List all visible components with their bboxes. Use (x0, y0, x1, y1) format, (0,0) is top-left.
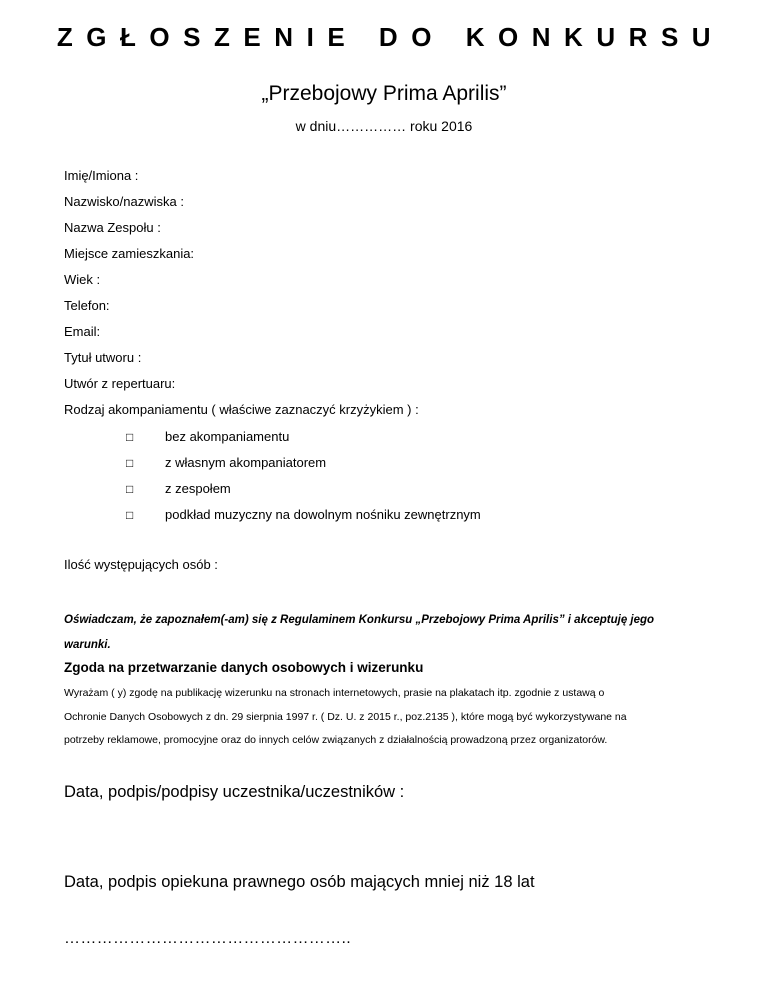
contest-name: „Przebojowy Prima Aprilis” (261, 82, 507, 105)
option-with-band: z zespołem (165, 481, 231, 496)
statement-line-1: Oświadczam, że zapoznałem(-am) się z Regulaminem Konkursu „Przebojowy Prima Aprilis” i akceptuję jego (64, 614, 655, 626)
field-phone: Telefon: (64, 298, 110, 313)
field-band-name: Nazwa Zespołu : (64, 220, 161, 235)
field-email: Email: (64, 324, 101, 339)
field-first-name: Imię/Imiona : (64, 168, 139, 183)
field-repertoire: Utwór z repertuaru: (64, 376, 176, 391)
checkbox-with-band[interactable]: □ (126, 482, 134, 496)
consent-line-2: Ochronie Danych Osobowych z dn. 29 sierpnia 1997 r. ( Dz. U. z 2015 r., poz.2135 ), które mogą być wykorzystywane na (64, 711, 627, 723)
form-title: ZGŁOSZENIE DO KONKURSU (56, 22, 725, 52)
consent-line-1: Wyrażam ( y) zgodę na publikację wizerunku na stronach internetowych, prasie na plakatach itp. zgodnie z ustawą o (64, 687, 605, 699)
option-no-accompaniment: bez akompaniamentu (165, 429, 290, 444)
guardian-signature-label: Data, podpis opiekuna prawnego osób mających mniej niż 18 lat (64, 873, 535, 891)
checkbox-no-accompaniment[interactable]: □ (126, 430, 134, 444)
field-residence: Miejsce zamieszkania: (64, 246, 195, 261)
option-backing-track: podkład muzyczny na dowolnym nośniku zewnętrznym (165, 507, 481, 522)
field-song-title: Tytuł utworu : (64, 350, 142, 365)
consent-heading: Zgoda na przetwarzanie danych osobowych i wizerunku (64, 660, 424, 675)
field-last-name: Nazwisko/nazwiska : (64, 194, 184, 209)
checkbox-own-accompanist[interactable]: □ (126, 456, 134, 470)
participant-signature-label: Data, podpis/podpisy uczestnika/uczestników : (64, 783, 405, 801)
field-accompaniment-type: Rodzaj akompaniamentu ( właściwe zaznaczyć krzyżykiem ) : (64, 402, 419, 417)
checkbox-backing-track[interactable]: □ (126, 508, 134, 522)
date-line: w dniu…………… roku 2016 (295, 118, 473, 134)
field-age: Wiek : (64, 272, 101, 287)
signature-dotted-line: …………………………………………….. (64, 930, 351, 947)
performers-count-label: Ilość występujących osób : (64, 557, 218, 572)
option-own-accompanist: z własnym akompaniatorem (165, 455, 327, 470)
consent-line-3: potrzeby reklamowe, promocyjne oraz do innych celów związanych z działalnością prowadzoną przez organizatorów. (64, 734, 608, 746)
statement-line-2: warunki. (64, 639, 111, 651)
